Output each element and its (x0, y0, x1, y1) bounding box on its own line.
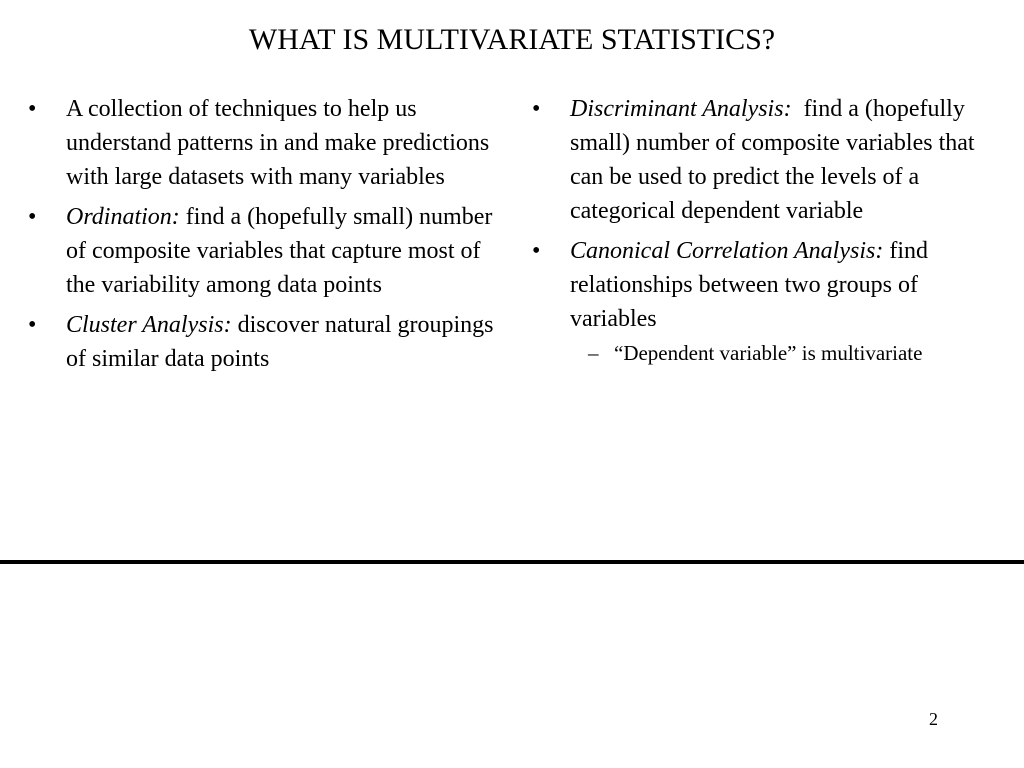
slide-title: WHAT IS MULTIVARIATE STATISTICS? (248, 23, 776, 56)
bullet-marker: • (28, 204, 37, 230)
bullet-text: find relationships between two groups of variables (570, 238, 929, 332)
bullet-term: Discriminant Analysis: (570, 96, 792, 122)
bullet-item-collection (26, 92, 500, 194)
bullet-term: Cluster Analysis: (66, 312, 232, 338)
bullet-item-ordination (26, 200, 500, 302)
bullet-item-canonical-correlation (530, 234, 1010, 368)
sub-bullet-item-dependent-variable (570, 338, 1010, 368)
right-bullet-list (530, 92, 1010, 374)
bullet-text: discover natural groupings of similar data points (66, 312, 494, 372)
sub-bullet-marker: – (588, 341, 599, 365)
bullet-marker: • (28, 312, 37, 338)
bullet-item-discriminant-analysis (530, 92, 1010, 228)
left-bullet-list (26, 92, 500, 382)
bullet-marker: • (532, 96, 541, 122)
sub-bullet-text: “Dependent variable” is multivariate (614, 341, 923, 365)
bullet-marker: • (28, 96, 37, 122)
bullet-text: A collection of techniques to help us understand patterns in and make predictions with large datasets with many variables (66, 96, 490, 190)
bullet-marker: • (532, 238, 541, 264)
bullet-text: find a (hopefully small) number of composite variables that can be used to predict the levels of a categorical dependent variable (570, 96, 981, 224)
bullet-term: Canonical Correlation Analysis: (570, 238, 884, 264)
bullet-term: Ordination: (66, 204, 180, 230)
horizontal-divider (0, 560, 1024, 564)
bullet-text: find a (hopefully small) number of composite variables that capture most of the variability among data points (66, 204, 493, 298)
page-number: 2 (929, 709, 938, 729)
bullet-item-cluster-analysis (26, 308, 500, 376)
sub-bullet-list (570, 338, 1010, 368)
